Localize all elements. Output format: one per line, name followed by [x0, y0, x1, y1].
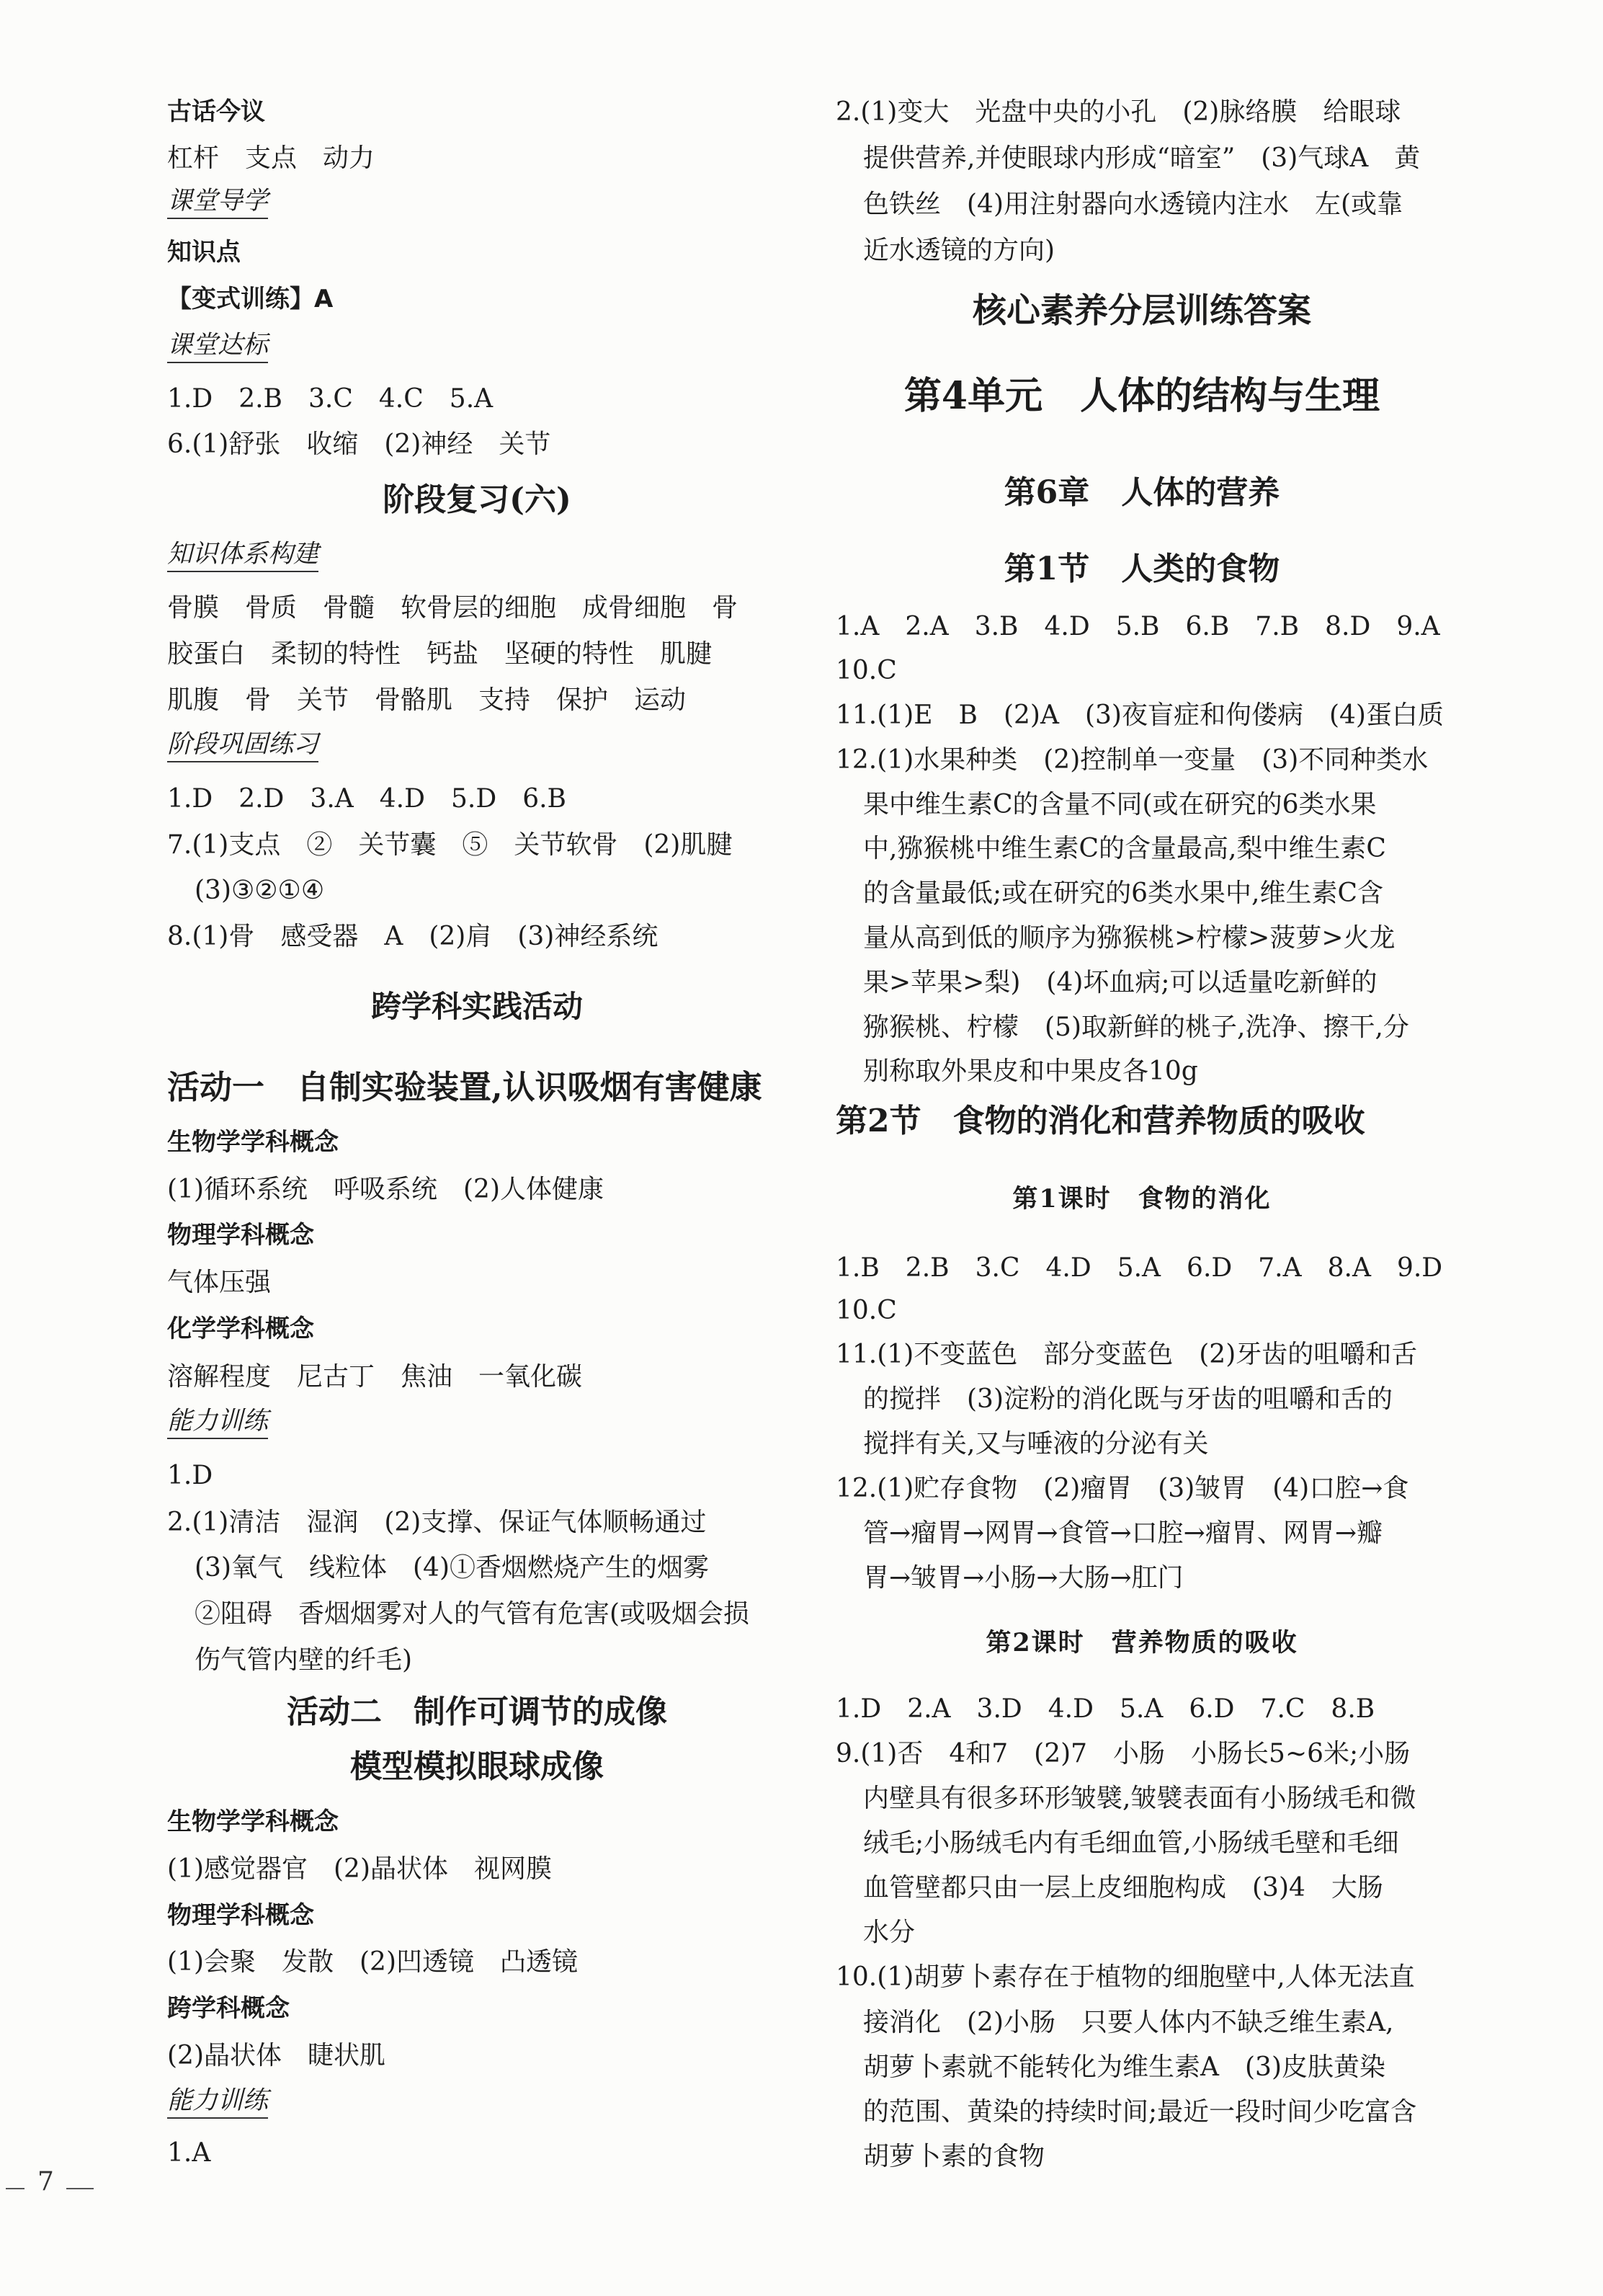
section-label-stage-practice: 阶段巩固练习	[167, 732, 318, 762]
heading-lesson-2: 第2课时 营养物质的吸收	[986, 1628, 1298, 1658]
heading-section-1: 第1节 人类的食物	[1004, 551, 1280, 587]
answer-line: 2.(1)清洁 湿润 (2)支撑、保证气体顺畅通过	[167, 1508, 707, 1537]
answer-line: (1)会聚 发散 (2)凹透镜 凸透镜	[167, 1947, 578, 1977]
heading-knowledge-point: 知识点	[167, 238, 241, 267]
answer-line: 1.D 2.B 3.C 4.C 5.A	[167, 384, 494, 414]
heading-core-literacy-answers: 核心素养分层训练答案	[973, 291, 1311, 331]
answer-line: 绒毛;小肠绒毛内有毛细血管,小肠绒毛壁和毛细	[863, 1828, 1399, 1858]
subheading-biology-concept: 生物学学科概念	[167, 1128, 339, 1157]
answer-line: 色铁丝 (4)用注射器向水透镜内注水 左(或靠	[863, 190, 1403, 219]
answer-line: 溶解程度 尼古丁 焦油 一氧化碳	[167, 1362, 583, 1392]
answer-line: 搅拌有关,又与唾液的分泌有关	[863, 1429, 1209, 1459]
page-number-text: 7	[37, 2167, 54, 2197]
subheading-physics-concept: 物理学科概念	[167, 1901, 314, 1930]
answer-line: 接消化 (2)小肠 只要人体内不缺乏维生素A,	[863, 2008, 1394, 2037]
page-number	[0, 2169, 101, 2195]
answer-line: 1.A	[167, 2138, 211, 2168]
heading-activity-2-line2: 模型模拟眼球成像	[350, 1748, 604, 1785]
answer-line: 1.A 2.A 3.B 4.D 5.B 6.B 7.B 8.D 9.A	[836, 612, 1440, 641]
answer-line: 果中维生素C的含量不同(或在研究的6类水果	[863, 790, 1377, 819]
answer-line: (2)晶状体 睫状肌	[167, 2041, 385, 2070]
section-label-classroom-guide: 课堂导学	[167, 189, 268, 219]
heading-chapter-6: 第6章 人体的营养	[1004, 474, 1280, 511]
answer-line: 的搅拌 (3)淀粉的消化既与牙齿的咀嚼和舌的	[863, 1384, 1393, 1414]
answer-line: 肌腹 骨 关节 骨骼肌 支持 保护 运动	[167, 685, 687, 715]
answer-line: 1.D 2.A 3.D 4.D 5.A 6.D 7.C 8.B	[836, 1694, 1375, 1724]
answer-line: 11.(1)不变蓝色 部分变蓝色 (2)牙齿的咀嚼和舌	[836, 1340, 1418, 1369]
answer-line: 伤气管内壁的纤毛)	[195, 1645, 413, 1675]
answer-line: 的范围、黄染的持续时间;最近一段时间少吃富含	[863, 2097, 1417, 2127]
answer-line: 12.(1)水果种类 (2)控制单一变量 (3)不同种类水	[836, 745, 1429, 775]
heading-lesson-1: 第1课时 食物的消化	[1012, 1184, 1272, 1214]
page-number-rule	[66, 2188, 94, 2189]
answer-line: 提供营养,并使眼球内形成“暗室” (3)气球A 黄	[863, 143, 1421, 173]
subheading-biology-concept: 生物学学科概念	[167, 1807, 339, 1836]
answer-line: 中,猕猴桃中维生素C的含量最高,梨中维生素C	[863, 834, 1386, 863]
section-label-ability-training: 能力训练	[167, 1409, 268, 1439]
answer-line: 12.(1)贮存食物 (2)瘤胃 (3)皱胃 (4)口腔→食	[836, 1474, 1409, 1503]
answer-line: 10.(1)胡萝卜素存在于植物的细胞壁中,人体无法直	[836, 1962, 1415, 1992]
answer-line: 量从高到低的顺序为猕猴桃>柠檬>菠萝>火龙	[863, 923, 1396, 953]
heading-interdisciplinary-practice: 跨学科实践活动	[370, 989, 583, 1024]
subheading-physics-concept: 物理学科概念	[167, 1221, 314, 1250]
answer-line: 6.(1)舒张 收缩 (2)神经 关节	[167, 430, 551, 459]
answer-line: 内壁具有很多环形皱襞,皱襞表面有小肠绒毛和微	[863, 1784, 1416, 1813]
answer-line: 8.(1)骨 感受器 A (2)肩 (3)神经系统	[167, 922, 658, 951]
answer-line: 气体压强	[167, 1268, 272, 1297]
answer-line: 水分	[863, 1918, 916, 1947]
subheading-interdisciplinary-concept: 跨学科概念	[167, 1994, 290, 2023]
answer-line: 果>苹果>梨) (4)坏血病;可以适量吃新鲜的	[863, 968, 1377, 997]
answer-line: 血管壁都只由一层上皮细胞构成 (3)4 大肠	[863, 1873, 1383, 1903]
heading-stage-review-6: 阶段复习(六)	[383, 481, 571, 518]
heading-activity-2-line1: 活动二 制作可调节的成像	[287, 1694, 667, 1730]
answer-line: 猕猴桃、柠檬 (5)取新鲜的桃子,洗净、擦干,分	[863, 1013, 1409, 1042]
answer-line: 胡萝卜素就不能转化为维生素A (3)皮肤黄染	[863, 2052, 1385, 2082]
answer-line: 的含量最低;或在研究的6类水果中,维生素C含	[863, 878, 1384, 908]
answer-line: 杠杆 支点 动力	[167, 143, 375, 173]
section-label-ability-training: 能力训练	[167, 2088, 268, 2119]
heading-ancient-saying: 古话今议	[167, 97, 265, 126]
answer-line: 管→瘤胃→网胃→食管→口腔→瘤胃、网胃→瓣	[863, 1518, 1383, 1548]
answer-line: 7.(1)支点 ② 关节囊 ⑤ 关节软骨 (2)肌腱	[167, 830, 733, 860]
answer-line: 10.C	[836, 1296, 897, 1325]
answer-line: 骨膜 骨质 骨髓 软骨层的细胞 成骨细胞 骨	[167, 593, 738, 623]
answer-line: 10.C	[836, 656, 897, 685]
answer-line: (1)循环系统 呼吸系统 (2)人体健康	[167, 1175, 604, 1204]
answer-line: 1.B 2.B 3.C 4.D 5.A 6.D 7.A 8.A 9.D	[836, 1253, 1443, 1283]
answer-line: 9.(1)否 4和7 (2)7 小肠 小肠长5~6米;小肠	[836, 1739, 1411, 1768]
heading-activity-1: 活动一 自制实验装置,认识吸烟有害健康	[167, 1068, 762, 1106]
answer-line: 胡萝卜素的食物	[863, 2142, 1045, 2171]
answer-line: (3)③②①④	[195, 876, 325, 905]
answer-line: ②阻碍 香烟烟雾对人的气管有危害(或吸烟会损	[195, 1599, 750, 1629]
answer-line: (3)氧气 线粒体 (4)①香烟燃烧产生的烟雾	[195, 1553, 709, 1583]
section-label-classroom-standard: 课堂达标	[167, 333, 268, 363]
answer-line: 胃→皱胃→小肠→大肠→肛门	[863, 1563, 1184, 1593]
answer-line: 2.(1)变大 光盘中央的小孔 (2)脉络膜 给眼球	[836, 97, 1401, 127]
answer-line: 11.(1)E B (2)A (3)夜盲症和佝偻病 (4)蛋白质	[836, 700, 1444, 730]
variant-training: 【变式训练】A	[167, 285, 334, 313]
section-label-knowledge-system: 知识体系构建	[167, 542, 318, 572]
answer-line: 1.D	[167, 1461, 213, 1490]
subheading-chemistry-concept: 化学学科概念	[167, 1314, 314, 1343]
answer-line: (1)感觉器官 (2)晶状体 视网膜	[167, 1854, 552, 1884]
heading-section-2: 第2节 食物的消化和营养物质的吸收	[836, 1103, 1365, 1139]
answer-line: 近水透镜的方向)	[863, 236, 1055, 265]
answer-line: 别称取外果皮和中果皮各10g	[863, 1056, 1198, 1086]
answer-line: 1.D 2.D 3.A 4.D 5.D 6.B	[167, 784, 566, 814]
heading-unit-4: 第4单元 人体的结构与生理	[903, 374, 1380, 418]
page-number-rule	[6, 2188, 24, 2189]
answer-line: 胶蛋白 柔韧的特性 钙盐 坚硬的特性 肌腱	[167, 639, 713, 669]
